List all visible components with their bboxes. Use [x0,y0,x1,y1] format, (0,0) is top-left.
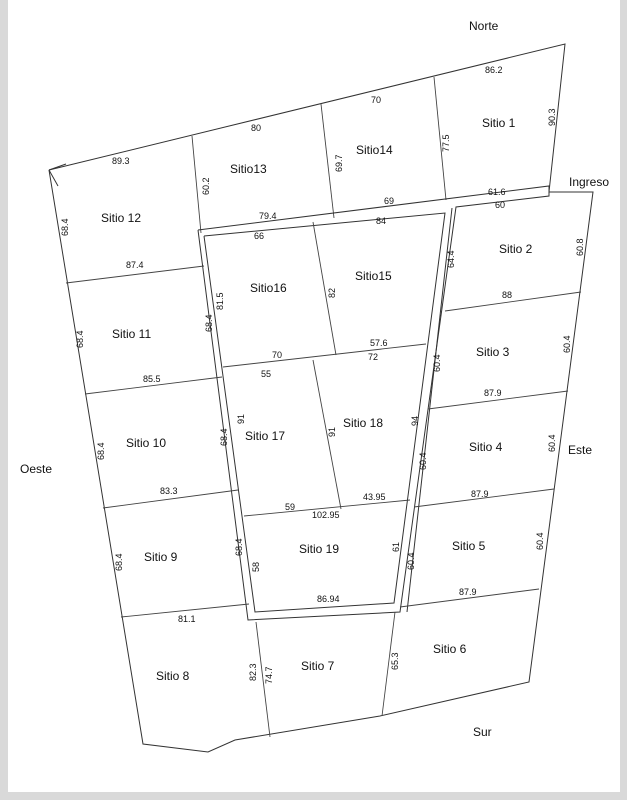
dim-label: 91 [236,413,246,424]
dim-label: 87.9 [459,587,477,597]
site-plan [8,0,627,800]
site-4-label: Sitio 4 [469,440,503,454]
lot-line [321,104,334,218]
dim-label: 81.5 [215,292,225,310]
dim-label: 66 [254,231,265,241]
corner-chamfer [49,164,66,170]
dim-label: 61 [391,541,401,552]
dim-label: 82 [327,287,337,298]
dim-label: 90.3 [547,108,557,126]
south-label: Sur [473,725,492,739]
lot-line [192,136,201,233]
dim-label: 64.4 [446,250,456,268]
site-16-label: Sitio16 [250,281,287,295]
site-15-label: Sitio15 [355,269,392,283]
north-label: Norte [469,19,499,33]
dim-label: 87.9 [471,489,489,499]
dim-label: 94 [410,415,420,426]
site-13-label: Sitio13 [230,162,267,176]
dim-label: 60.8 [575,238,585,256]
dim-label: 74.7 [264,666,274,684]
site-2-label: Sitio 2 [499,242,533,256]
dim-label: 68.4 [114,553,124,571]
survey-sheet [8,0,620,792]
dim-label: 61.6 [488,187,506,197]
dim-label: 60.4 [418,452,428,470]
dim-label: 77.5 [441,134,451,152]
dim-label: 65.3 [390,652,400,670]
dim-label: 60.4 [406,552,416,570]
lot-line [445,292,581,311]
site-5-label: Sitio 5 [452,539,486,553]
site-6-label: Sitio 6 [433,642,467,656]
dim-label: 87.9 [484,388,502,398]
dim-label: 60.4 [562,335,572,353]
dim-label: 68.4 [75,330,85,348]
site-12-label: Sitio 12 [101,211,142,225]
dim-label: 68.4 [96,442,106,460]
dim-label: 79.4 [259,211,277,221]
lot-line [223,344,426,367]
dim-label: 70 [272,350,283,360]
dim-label: 86.2 [485,65,503,75]
dim-label: 85.5 [143,374,161,384]
dim-label: 68.4 [60,218,70,236]
road-outer [198,186,549,620]
dim-label: 60.4 [432,354,442,372]
dim-label: 55 [261,369,272,379]
west-label: Oeste [20,462,53,476]
site-1-label: Sitio 1 [482,116,516,130]
dim-label: 80 [251,123,262,133]
dim-label: 69.7 [334,154,344,172]
dim-label: 58 [251,561,261,572]
site-10-label: Sitio 10 [126,436,167,450]
dim-label: 86.94 [317,594,340,604]
site-9-label: Sitio 9 [144,550,178,564]
site-11-label: Sitio 11 [112,327,152,341]
dim-label: 60.4 [547,434,557,452]
dim-label: 60.2 [201,177,211,195]
dim-label: 60.4 [535,532,545,550]
dim-label: 68.4 [234,538,244,556]
site-7-label: Sitio 7 [301,659,335,673]
site-17-label: Sitio 17 [245,429,286,443]
dim-label: 57.6 [370,338,388,348]
dim-label: 83.3 [160,486,178,496]
dim-label: 70 [371,95,382,105]
site-3-label: Sitio 3 [476,345,510,359]
site-8-label: Sitio 8 [156,669,190,683]
dim-label: 68.4 [219,428,229,446]
dim-label: 81.1 [178,614,196,624]
dim-label: 82.3 [248,663,258,681]
dim-label: 91 [327,426,337,437]
site-14-label: Sitio14 [356,143,393,157]
site-19-label: Sitio 19 [299,542,340,556]
dim-label: 68.4 [204,314,214,332]
dim-label: 88 [502,290,513,300]
dim-label: 60 [495,200,506,210]
dim-label: 43.95 [363,492,386,502]
dim-label: 84 [376,216,387,226]
dim-label: 89.3 [112,156,130,166]
dim-label: 72 [368,352,379,362]
east-label: Este [568,443,593,457]
dim-label: 102.95 [312,510,340,520]
dim-label: 87.4 [126,260,144,270]
dim-label: 59 [285,502,296,512]
dim-label: 69 [384,196,395,206]
entrance-label: Ingreso [569,175,610,189]
site-18-label: Sitio 18 [343,416,384,430]
